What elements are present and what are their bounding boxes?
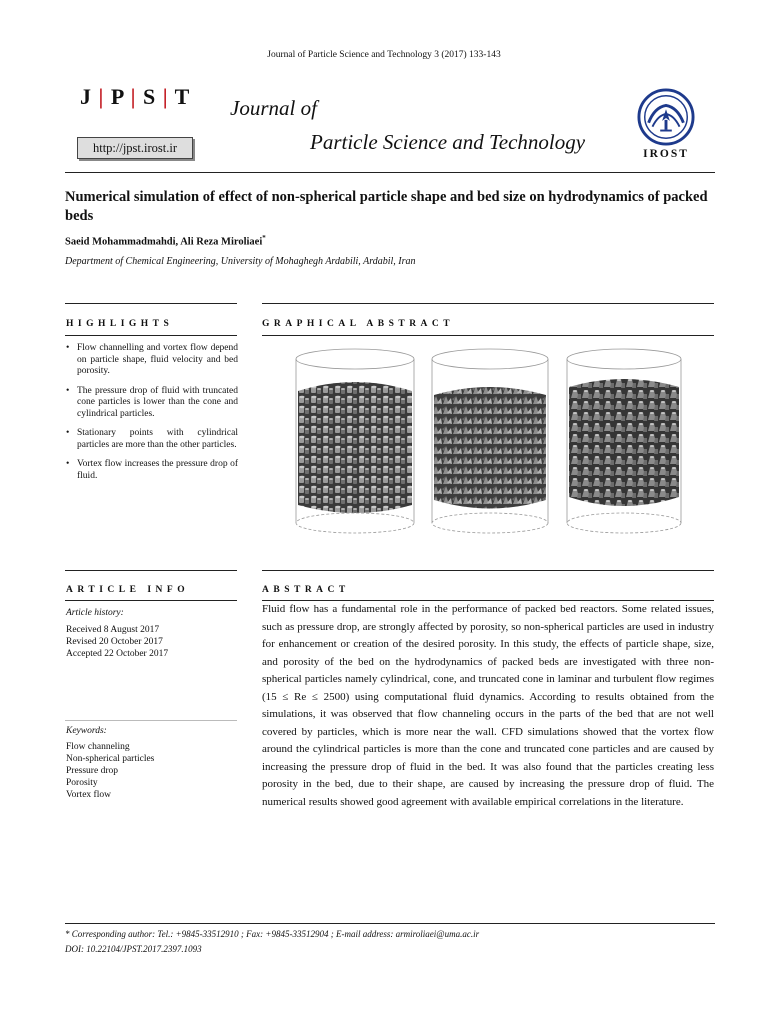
graphical-abstract-bottom-rule — [262, 335, 714, 336]
highlight-item: • The pressure drop of fluid with truncated cone particles is lower than the cone and cylindrical particles. — [66, 386, 238, 421]
highlights-heading: HIGHLIGHTS — [66, 319, 174, 329]
keyword-item: Non-spherical particles — [66, 754, 155, 764]
keywords-label: Keywords: — [66, 726, 107, 736]
highlight-item: • Flow channelling and vortex flow depend on particle shape, fluid velocity and bed porosity. — [66, 343, 238, 378]
doi: DOI: 10.22104/JPST.2017.2397.1093 — [65, 944, 202, 954]
accepted-date: Accepted 22 October 2017 — [66, 649, 169, 659]
keyword-item: Flow channeling — [66, 742, 130, 752]
irost-emblem-icon — [637, 88, 695, 146]
logo-letter-j: J — [80, 84, 92, 109]
author-names: Saeid Mohammadmahdi, Ali Reza Miroliaei — [65, 236, 263, 248]
keyword-item: Pressure drop — [66, 766, 118, 776]
logo-separator: | — [130, 84, 137, 109]
article-history-label: Article history: — [66, 608, 124, 618]
logo-letter-s: S — [142, 84, 157, 109]
highlights-list — [66, 343, 238, 490]
graphical-abstract-heading: GRAPHICAL ABSTRACT — [262, 319, 455, 329]
article-info-bottom-rule — [65, 600, 237, 601]
packed-bed-truncated-cone — [567, 349, 681, 533]
received-date: Received 8 August 2017 — [66, 625, 160, 635]
graphical-abstract-top-rule — [262, 303, 714, 304]
abstract-text: Fluid flow has a fundamental role in the performance of packed bed reactors. Some related issues, such as pressure drop, are strongly affected by porosity, so non-spherical particles are used in industry for enhancement or creation of the desired porosity. In this study, the effects of particle shape, size, and porosity of the bed on the hydrodynamics of packed beds are investigated with three non-spherical particles namely cylindrical, cone, and truncated cone in laminar and turbulent flow regimes (15 ≤ Re ≤ 2500) using computational fluid dynamics. According to results obtained from the simulations, it was observed that flow channeling occurs in the parts of the bed that are not well covered by particles, which is more near the wall. CFD simulations showed that the vortex flow around the cylindrical particles is more than the cone and truncated cone particles and are caused by increasing the pressure drop of fluid in the bed. It was also found that the particles creating less porosity in the bed, due to their shape, are caused by increasing the pressure drop of fluid. The numerical results showed good agreement with available empirical correlations in the literature. — [262, 603, 714, 808]
keywords-rule — [65, 720, 237, 721]
article-info-top-rule — [65, 570, 237, 571]
paper-title: Numerical simulation of effect of non-spherical particle shape and bed size on hydrodynamics of packed beds — [65, 189, 708, 224]
highlights-top-rule — [65, 303, 237, 304]
highlights-bottom-rule — [65, 335, 237, 336]
abstract-top-rule — [262, 570, 714, 571]
keyword-item: Vortex flow — [66, 790, 111, 800]
logo-letter-t: T — [174, 84, 191, 109]
logo-letter-p: P — [110, 84, 125, 109]
journal-title-line2: Particle Science and Technology — [310, 130, 586, 154]
revised-date: Revised 20 October 2017 — [66, 637, 163, 647]
authors — [65, 234, 266, 248]
graphical-abstract-image — [262, 345, 714, 545]
journal-url-link[interactable]: http://jpst.irost.ir — [77, 137, 193, 159]
corresponding-author-note: * Corresponding author: Tel.: +9845-33512910 ; Fax: +9845-33512904 ; E-mail address: armiroliaei@uma.ac.ir — [65, 929, 480, 939]
publisher-name: IROST — [643, 148, 689, 160]
journal-citation: Journal of Particle Science and Technology 3 (2017) 133-143 — [267, 50, 501, 60]
packed-bed-cylindrical — [296, 349, 414, 533]
logo-separator: | — [98, 84, 105, 109]
abstract-heading: ABSTRACT — [262, 585, 350, 595]
packed-bed-cone — [432, 349, 548, 533]
journal-title-line1: Journal of — [230, 96, 317, 120]
footer-divider — [65, 923, 715, 924]
corresponding-mark: * — [262, 234, 266, 242]
logo-separator: | — [162, 84, 169, 109]
highlight-item: • Vortex flow increases the pressure drop of fluid. — [66, 459, 238, 482]
header-divider — [65, 172, 715, 173]
keyword-item: Porosity — [66, 778, 98, 788]
article-info-heading: ARTICLE INFO — [66, 585, 190, 595]
highlight-item: • Stationary points with cylindrical particles are more than the other particles. — [66, 428, 238, 451]
affiliation: Department of Chemical Engineering, University of Mohaghegh Ardabili, Ardabil, Iran — [65, 256, 416, 267]
jpst-logo — [80, 84, 190, 110]
